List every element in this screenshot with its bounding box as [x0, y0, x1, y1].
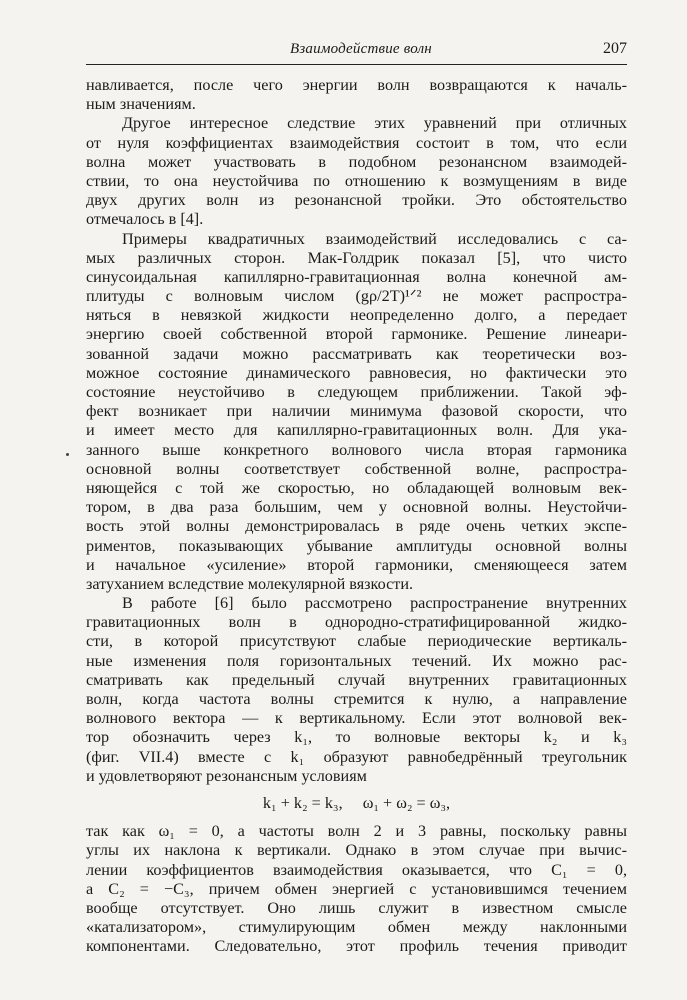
text-line: Примеры квадратичных взаимодействий исследовались с са- — [122, 229, 627, 248]
text-line: зованной задачи можно рассматривать как теоретически воз- — [86, 344, 627, 363]
text-line: волнового вектора — к вертикальному. Если этот волновой век- — [86, 709, 627, 728]
text-line: вость этой волны демонстрировалась в ряде очень четких экспе- — [86, 517, 627, 536]
text-line: ные изменения поля горизонтальных течений. Их можно рас- — [86, 651, 627, 670]
resonance-formula — [86, 794, 627, 813]
running-head — [86, 40, 627, 65]
text-line: от нуля коэффициентах взаимодействия состоит в том, что если — [86, 133, 627, 152]
text-block-after-formula — [86, 822, 627, 956]
formula-frequency-condition: ω₁ + ω₂ = ω₃, — [362, 793, 451, 812]
text-line: и удовлетворяют резонансным условиям — [86, 766, 367, 785]
text-line: и имеет место для капиллярно-гравитационных волн. Для ука- — [86, 421, 627, 440]
text-line: так как ω₁ = 0, а частоты волн 2 и 3 равны, поскольку равны — [86, 822, 627, 841]
text-line: а C₂ = −C₃, причем обмен энергией с установившимся течением — [86, 879, 627, 898]
text-line: состояние неустойчиво в следующем приближении. Такой эф- — [86, 383, 627, 401]
text-line: отмечалось в [4]. — [86, 210, 204, 229]
text-block-before-formula — [86, 76, 627, 786]
text-line: сти, в которой присутствуют слабые периодические вертикаль- — [86, 632, 627, 651]
text-line: В работе [6] было рассмотрено распространение внутренних — [122, 594, 627, 613]
text-line: фект возникает при наличии минимума фазовой скорости, что — [86, 402, 627, 421]
text-line: няющейся с той же скоростью, но обладающей волновым век- — [86, 478, 627, 497]
body-text — [86, 76, 627, 956]
text-line: ным значениям. — [86, 95, 196, 114]
text-line: энергию своей собственной второй гармонике. Решение линеари- — [86, 325, 627, 344]
text-line: волн, когда частота волны стремится к нулю, а направление — [86, 690, 627, 708]
text-line: сматривать как предельный случай внутренних гравитационных — [86, 670, 627, 689]
margin-dot — [66, 453, 69, 456]
text-line: гравитационных волн в однородно-стратифицированной жидко- — [86, 613, 627, 632]
text-line: плитуды с волновым числом (gρ/2T)¹ᐟ² не может распростра- — [86, 287, 627, 306]
text-line: риментов, показывающих убывание амплитуды основной волны — [86, 536, 627, 555]
text-line: Другое интересное следствие этих уравнений при отличных — [122, 114, 627, 133]
formula-wavevector-condition: k₁ + k₂ = k₃, — [262, 793, 343, 812]
text-line: синусоидальная капиллярно-гравитационная волна конечной ам- — [86, 267, 627, 286]
text-line: мых различных сторон. Мак-Голдрик показал [5], что чисто — [86, 248, 627, 267]
page-number: 207 — [603, 40, 627, 57]
text-line: навливается, после чего энергии волн возвращаются к началь- — [86, 76, 627, 94]
text-line: углы их наклона к вертикали. Однако в этом случае при вычис- — [86, 841, 627, 860]
text-line: волна может участвовать в подобном резонансном взаимодей- — [86, 152, 627, 171]
text-line: основной волны соответствует собственной волне, распростра- — [86, 459, 627, 478]
text-line: няться в невязкой жидкости неопределенно долго, а передает — [86, 306, 627, 325]
running-head-title: Взаимодействие волн — [290, 41, 432, 57]
text-line: двух других волн из резонансной тройки. Это обстоятельство — [86, 191, 627, 210]
text-line: лении коэффициентов взаимодействия оказывается, что C₁ = 0, — [86, 860, 627, 879]
text-line: и начальное «усиление» второй гармоники, сменяющееся затем — [86, 555, 627, 574]
text-line: тор обозначить через k₁, то волновые векторы k₂ и k₃ — [86, 728, 627, 747]
text-line: (фиг. VII.4) вместе с k₁ образуют равнобедрённый треугольник — [86, 747, 627, 766]
text-line: компонентами. Следовательно, этот профиль течения приводит — [86, 937, 627, 956]
text-line: занного выше конкретного волнового числа вторая гармоника — [86, 440, 627, 459]
text-line: затуханием вследствие молекулярной вязкости. — [86, 574, 414, 593]
text-line: ствии, то она неустойчива по отношению к возмущениям в виде — [86, 171, 627, 190]
text-line: тором, в два раза большим, чем у основной волны. Неустойчи- — [86, 498, 627, 517]
text-line: можное состояние динамического равновесия, но фактически это — [86, 363, 627, 382]
text-line: «катализатором», стимулирующим обмен между наклонными — [86, 918, 627, 937]
text-line: вообще отсутствует. Оно лишь служит в известном смысле — [86, 898, 627, 917]
